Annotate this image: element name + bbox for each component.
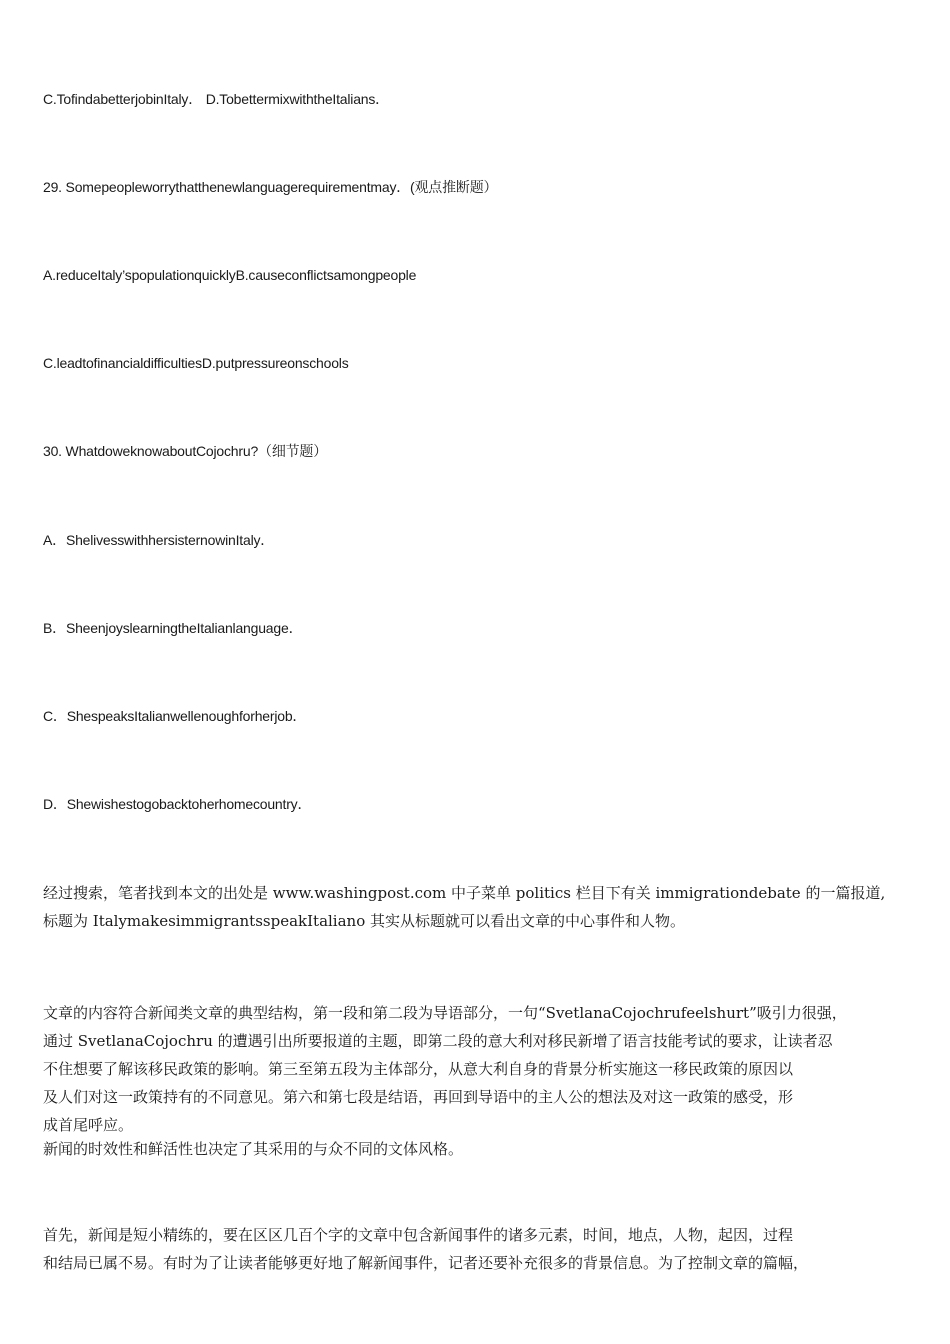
q30-option-d: D．Shewishestogobacktoherhomecountry． bbox=[43, 796, 312, 812]
analysis-first-line-2: 和结局已属不易。有时为了让读者能够更好地了解新闻事件，记者还要补充很多的背景信息。为了控制文章的篇幅， bbox=[43, 1254, 809, 1272]
q28-options-cd: C.TofindabetterjobinItaly． D.TobettermixwiththeItalians． bbox=[43, 91, 389, 107]
analysis-source-line-1: 经过搜索，笔者找到本文的出处是 www.washingpost.com 中子菜单 politics 栏目下有关 immigrationdebate 的一篇报道, bbox=[43, 884, 886, 902]
q30-option-c: C．ShespeaksItalianwellenoughforherjob． bbox=[43, 708, 307, 724]
q30-option-b: B．SheenjoyslearningtheItalianlanguage． bbox=[43, 620, 303, 636]
analysis-structure-line-4: 及人们对这一政策持有的不同意见。第六和第七段是结语，再回到导语中的主人公的想法及对这一政策的感受，形 bbox=[43, 1088, 794, 1106]
q29-options-ab: A.reduceItaly’spopulationquicklyB.causeconflictsamongpeople bbox=[43, 267, 417, 283]
analysis-structure-line-2: 通过 SvetlanaCojochru 的遭遇引出所要报道的主题，即第二段的意大利对移民新增了语言技能考试的要求，让读者忍 bbox=[43, 1032, 833, 1050]
analysis-structure-line-1: 文章的内容符合新闻类文章的典型结构，第一段和第二段为导语部分，一句“SvetlanaCojochrufeelshurt”吸引力很强， bbox=[43, 1004, 847, 1022]
q29-stem: 29. Somepeopleworrythatthenewlanguagerequirementmay．(观点推断题） bbox=[43, 179, 498, 195]
q30-option-a: A．ShelivesswithhersisternowinItaly． bbox=[43, 532, 275, 548]
analysis-structure-line-5: 成首尾呼应。 bbox=[43, 1116, 134, 1134]
q29-options-cd: C.leadtofinancialdifficultiesD.putpressureonschools bbox=[43, 355, 349, 371]
analysis-style-line: 新闻的时效性和鲜活性也决定了其采用的与众不同的文体风格。 bbox=[43, 1140, 464, 1158]
analysis-structure-line-3: 不住想要了解该移民政策的影响。第三至第五段为主体部分，从意大利自身的背景分析实施这一移民政策的原因以 bbox=[43, 1060, 794, 1078]
analysis-source-line-2: 标题为 ItalymakesimmigrantsspeakItaliano 其实从标题就可以看出文章的中心事件和人物。 bbox=[43, 912, 686, 930]
analysis-first-line-1: 首先，新闻是短小精练的，要在区区几百个字的文章中包含新闻事件的诸多元素，时间，地点，人物，起因，过程 bbox=[43, 1226, 794, 1244]
q30-stem: 30. WhatdoweknowaboutCojochru?（细节题） bbox=[43, 443, 328, 459]
